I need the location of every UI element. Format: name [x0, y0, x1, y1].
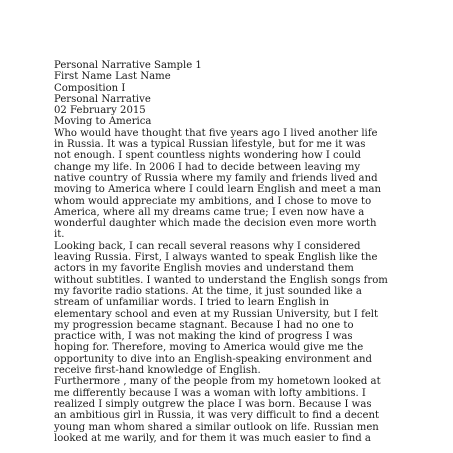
body-line: it.: [54, 229, 65, 241]
author-name: First Name Last Name: [54, 71, 171, 83]
body-line: leaving Russia. First, I always wanted to speak English like the: [54, 252, 378, 264]
essay-title: Moving to America: [54, 116, 152, 128]
body-line: change my life. In 2006 I had to decide between leaving my: [54, 161, 361, 173]
body-line: hoping for. Therefore, moving to America would give me the: [54, 342, 364, 354]
body-line: America, where all my dreams came true; I even now have a: [54, 206, 365, 218]
body-line: native country of Russia where my family and friends lived and: [54, 172, 378, 184]
body-line: whom would appreciate my ambitions, and I chose to move to: [54, 195, 372, 207]
body-line: my progression became stagnant. Because I had no one to: [54, 319, 354, 331]
body-line: stream of unfamiliar words. I tried to learn English in: [54, 297, 329, 309]
body-line: elementary school and even at my Russian University, but I felt: [54, 308, 379, 320]
body-line: opportunity to dive into an English-speaking environment and: [54, 353, 372, 365]
body-line: in Russia. It was a typical Russian lifestyle, but for me it was: [54, 139, 366, 151]
document-header: [54, 60, 450, 128]
body-line: receive first-hand knowledge of English.: [54, 365, 261, 377]
document-body: [54, 128, 450, 444]
document-page: [54, 60, 450, 444]
body-line: practice with, I was not making the kind of progress I was: [54, 331, 353, 343]
body-line: moving to America where I could learn English and meet a man: [54, 184, 382, 196]
body-line: Furthermore , many of the people from my hometown looked at: [54, 376, 381, 388]
document-date: 02 February 2015: [54, 105, 146, 117]
body-line: Looking back, I can recall several reasons why I considered: [54, 240, 361, 252]
course-name: Composition I: [54, 82, 126, 94]
document-title: Personal Narrative Sample 1: [54, 60, 202, 71]
body-line: young man whom shared a similar outlook on life. Russian men: [54, 421, 379, 433]
body-line: wonderful daughter which made the decision even more worth: [54, 218, 377, 230]
body-line: actors in my favorite English movies and understand them: [54, 263, 354, 275]
body-line: looked at me warily, and for them it was much easier to find a: [54, 432, 371, 444]
body-line: not enough. I spent countless nights wondering how I could: [54, 150, 361, 162]
assignment-name: Personal Narrative: [54, 93, 151, 105]
body-line: my favorite radio stations. At the time, it just sounded like a: [54, 285, 362, 297]
body-line: without subtitles. I wanted to understand the English songs from: [54, 274, 388, 286]
body-line: realized I simply outgrew the place I was born. Because I was: [54, 398, 372, 410]
body-line: an ambitious girl in Russia, it was very difficult to find a decent: [54, 410, 380, 422]
body-line: Who would have thought that five years ago I lived another life: [54, 127, 378, 139]
body-line: me differently because I was a woman with lofty ambitions. I: [54, 387, 366, 399]
